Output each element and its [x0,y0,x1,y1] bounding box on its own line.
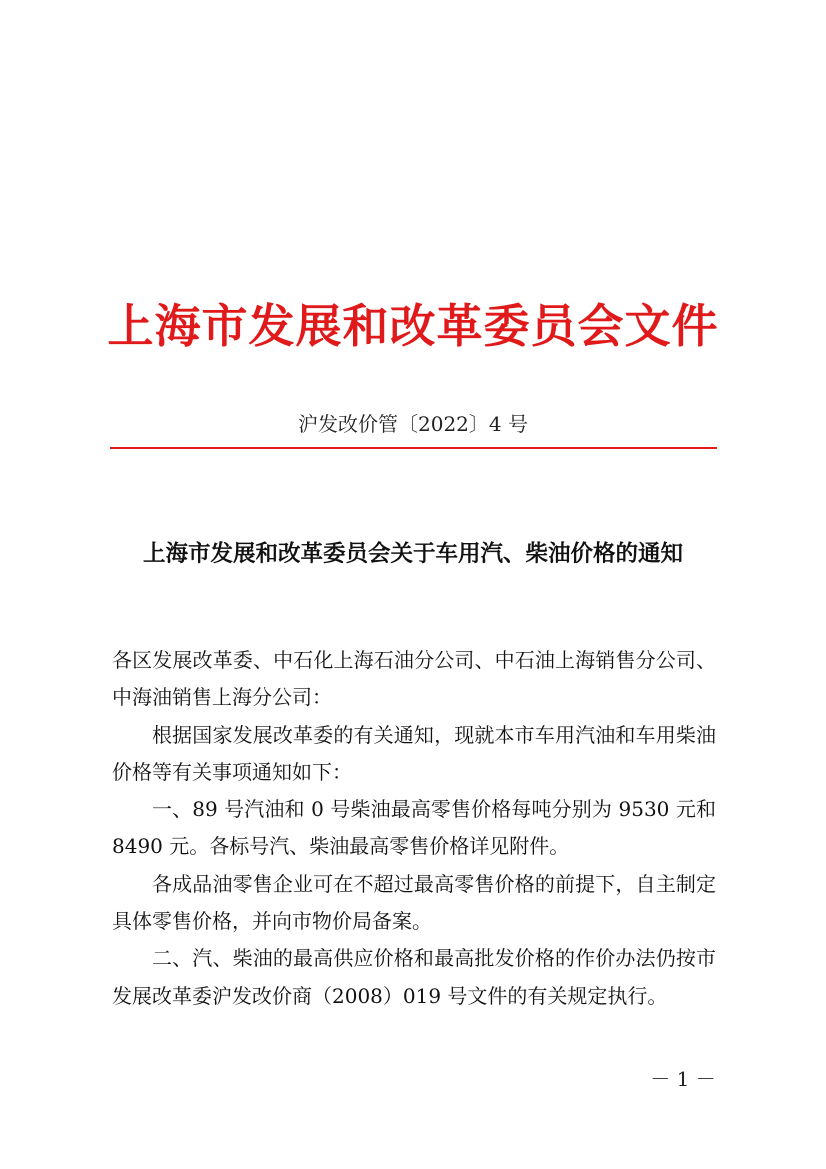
body-paragraph: 二、汽、柴油的最高供应价格和最高批发价格的作价办法仍按市发展改革委沪发改价商（2008）019 号文件的有关规定执行。 [112,946,716,1008]
body-paragraph: 一、89 号汽油和 0 号柴油最高零售价格每吨分别为 9530 元和 8490 元。各标号汽、柴油最高零售价格详见附件。 [112,797,716,859]
red-divider-line [110,447,717,449]
document-title: 上海市发展和改革委员会关于车用汽、柴油价格的通知 [142,541,683,567]
page-number: － 1 － [650,1067,716,1091]
document-number: 沪发改价管〔2022〕4 号 [298,412,528,436]
agency-header-title: 上海市发展和改革委员会文件 [107,299,719,353]
salutation-paragraph: 各区发展改革委、中石化上海石油分公司、中石油上海销售分公司、中海油销售上海分公司： [112,648,716,710]
body-paragraph: 各成品油零售企业可在不超过最高零售价格的前提下，自主制定具体零售价格，并向市物价局备案。 [112,871,716,934]
body-paragraph: 根据国家发展改革委的有关通知，现就本市车用汽油和车用柴油价格等有关事项通知如下： [112,722,716,784]
document-body [112,642,716,1015]
